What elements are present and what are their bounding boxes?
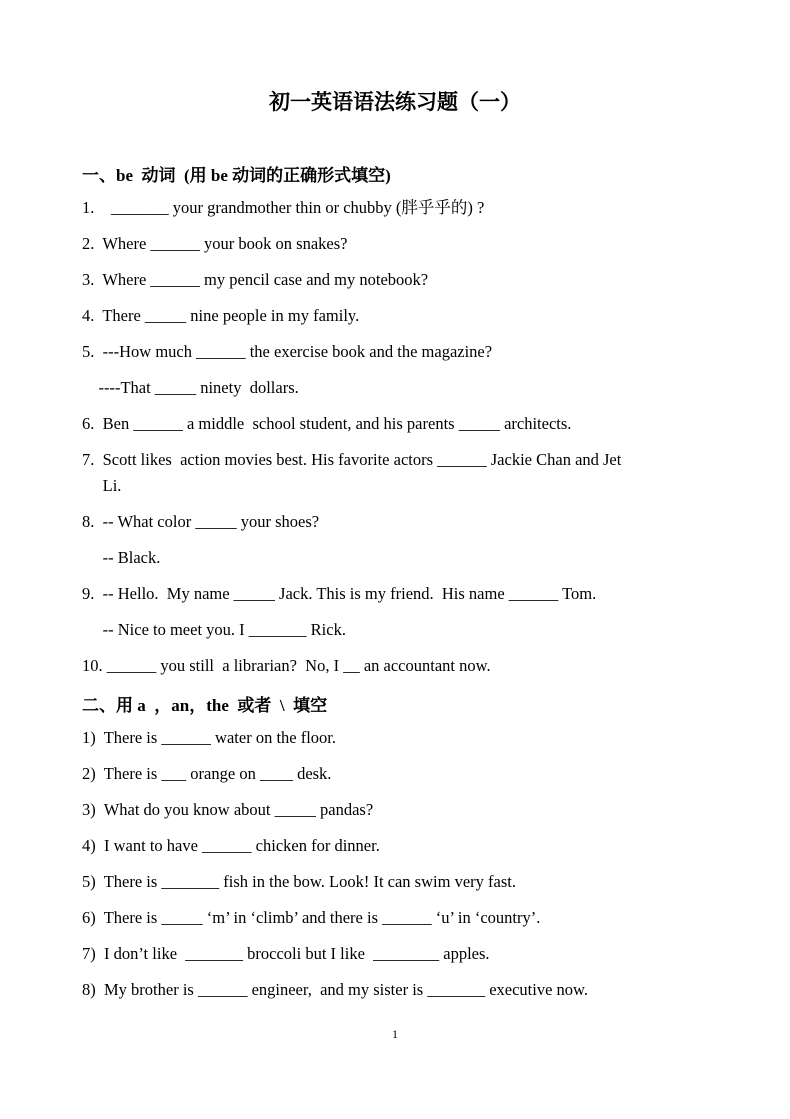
section1-heading: 一、be 动词 (用 be 动词的正确形式填空) [82,166,391,185]
question-3: 3. Where ______ my pencil case and my notebook? [82,270,429,289]
article-question-8: 8) My brother is ______ engineer, and my sister is _______ executive now. [82,980,589,999]
question-8-reply: -- Black. [82,548,161,567]
article-question-5: 5) There is _______ fish in the bow. Look! It can swim very fast. [82,872,516,891]
article-question-1: 1) There is ______ water on the floor. [82,728,337,747]
page-number: 1 [392,1027,398,1041]
question-9-reply: -- Nice to meet you. I _______ Rick. [82,620,346,639]
page-title: 初一英语语法练习题（一） [269,90,521,114]
article-question-2: 2) There is ___ orange on ____ desk. [82,764,332,783]
question-10: 10. ______ you still a librarian? No, I __ an accountant now. [82,656,491,675]
question-2: 2. Where ______ your book on snakes? [82,234,348,253]
question-6: 6. Ben ______ a middle school student, and his parents _____ architects. [82,414,572,433]
article-question-3: 3) What do you know about _____ pandas? [82,800,374,819]
question-5: 5. ---How much ______ the exercise book and the magazine? [82,342,493,361]
question-8: 8. -- What color _____ your shoes? [82,512,320,531]
article-question-7: 7) I don’t like _______ broccoli but I like ________ apples. [82,944,490,963]
section2-heading: 二、用 a ，an，the 或者 \ 填空 [82,696,328,715]
question-7: 7. Scott likes action movies best. His favorite actors ______ Jackie Chan and Jet [82,450,622,469]
question-9: 9. -- Hello. My name _____ Jack. This is my friend. His name ______ Tom. [82,584,597,603]
article-question-4: 4) I want to have ______ chicken for dinner. [82,836,380,855]
question-4: 4. There _____ nine people in my family. [82,306,360,325]
question-1: 1. _______ your grandmother thin or chubby (胖乎乎的) ? [82,198,485,217]
article-question-6: 6) There is _____ ‘m’ in ‘climb’ and there is ______ ‘u’ in ‘country’. [82,908,541,927]
question-7-cont: Li. [82,476,122,495]
question-5-reply: ----That _____ ninety dollars. [82,378,299,397]
